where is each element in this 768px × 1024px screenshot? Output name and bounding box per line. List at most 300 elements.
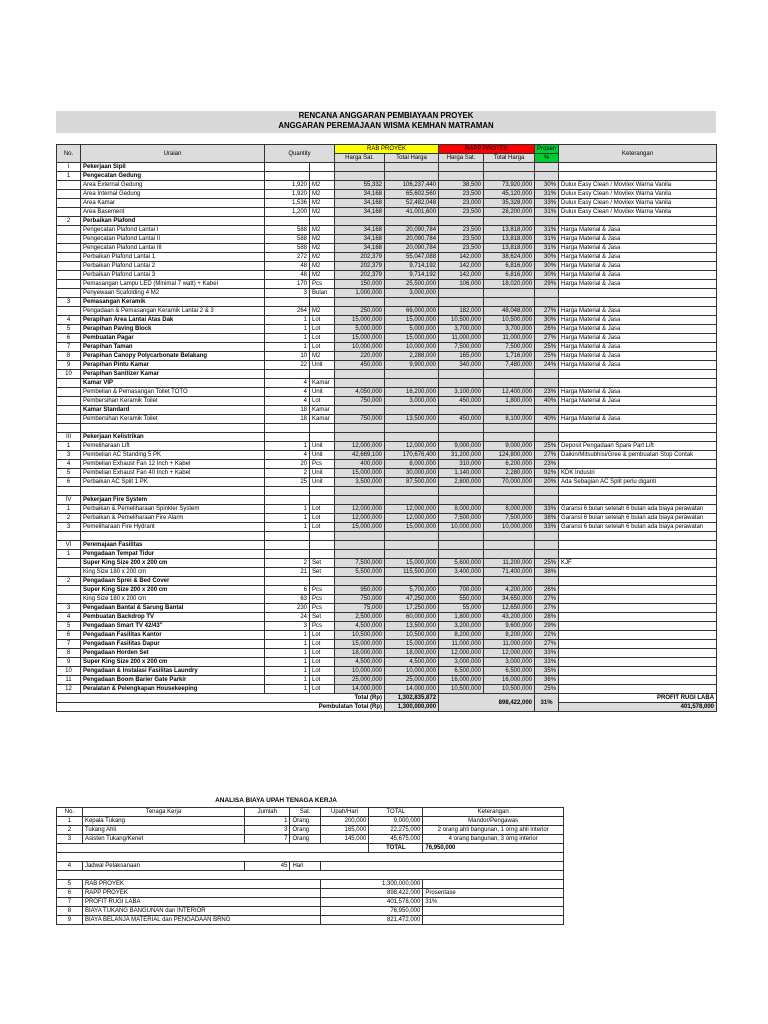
analisa-cell-5: 22,275,000 bbox=[369, 826, 423, 835]
row-qty: 1 bbox=[265, 442, 310, 451]
row-unit: Pcs bbox=[310, 280, 335, 289]
row-unit: Unit bbox=[310, 469, 335, 478]
summary-row bbox=[57, 898, 564, 907]
row-rapp-harga-sat bbox=[439, 163, 484, 172]
budget-row bbox=[57, 415, 717, 424]
row-unit: Lot bbox=[310, 649, 335, 658]
row-rapp-harga-sat bbox=[439, 550, 484, 559]
row-rab-total bbox=[385, 217, 439, 226]
row-rab-total: 14,000,000 bbox=[385, 685, 439, 694]
row-rab-harga-sat: 4,500,000 bbox=[335, 658, 385, 667]
row-uraian: Perapihan Sanitizer Kamar bbox=[81, 370, 265, 379]
rapp-total: 898,422,000 bbox=[439, 694, 535, 712]
row-prosen: 31% bbox=[535, 190, 559, 199]
row-prosen: 27% bbox=[535, 307, 559, 316]
row-no: 4 bbox=[57, 613, 81, 622]
row-keterangan: Garansi 6 bulan setelah 6 bulan ada biaya perawatan bbox=[559, 514, 717, 523]
row-qty: 3 bbox=[265, 622, 310, 631]
row-prosen: 31% bbox=[535, 208, 559, 217]
header-rapp-total-harga: Total Harga bbox=[484, 154, 535, 163]
row-unit bbox=[310, 424, 335, 433]
summary-label: PROFIT RUGI LABA bbox=[82, 898, 320, 907]
row-keterangan: Harga Material & Jasa bbox=[559, 226, 717, 235]
row-uraian: Perapihan Pintu Kamar bbox=[81, 361, 265, 370]
row-rab-total bbox=[385, 550, 439, 559]
row-rab-harga-sat bbox=[335, 163, 385, 172]
row-no bbox=[57, 226, 81, 235]
row-rab-harga-sat: 34,168 bbox=[335, 190, 385, 199]
row-unit: Lot bbox=[310, 631, 335, 640]
row-qty: 4 bbox=[265, 388, 310, 397]
row-keterangan: Harga Material & Jasa bbox=[559, 388, 717, 397]
row-no: 3 bbox=[57, 523, 81, 532]
budget-row bbox=[57, 577, 717, 586]
budget-row bbox=[57, 388, 717, 397]
row-rab-total: 16,200,000 bbox=[385, 388, 439, 397]
row-rapp-total bbox=[484, 496, 535, 505]
profit-value: 401,578,000 bbox=[559, 703, 717, 712]
row-rapp-harga-sat bbox=[439, 496, 484, 505]
budget-row bbox=[57, 379, 717, 388]
row-rab-total bbox=[385, 370, 439, 379]
row-uraian: Area Kamar bbox=[81, 199, 265, 208]
row-no: 1 bbox=[57, 442, 81, 451]
row-uraian: Pengecatan Plafond Lantai III bbox=[81, 244, 265, 253]
budget-row bbox=[57, 262, 717, 271]
row-rab-harga-sat bbox=[335, 496, 385, 505]
row-unit: M2 bbox=[310, 244, 335, 253]
row-prosen: 40% bbox=[535, 415, 559, 424]
row-qty: 1 bbox=[265, 676, 310, 685]
budget-row bbox=[57, 640, 717, 649]
row-keterangan: Harga Material & Jasa bbox=[559, 415, 717, 424]
total-label: Total (Rp) bbox=[57, 694, 385, 703]
row-unit: Lot bbox=[310, 523, 335, 532]
row-rab-harga-sat bbox=[335, 550, 385, 559]
row-unit: Lot bbox=[310, 325, 335, 334]
header-row-1 bbox=[57, 145, 717, 154]
row-uraian: Pembuatan Pagar bbox=[81, 334, 265, 343]
budget-row bbox=[57, 478, 717, 487]
summary-label: BIAYA BELANJA MATERIAL dan PENGADAAN BRNG bbox=[82, 916, 320, 925]
row-no bbox=[57, 487, 81, 496]
row-uraian: Perbaikan & Pemeliharaan Spinkler System bbox=[81, 505, 265, 514]
row-no bbox=[57, 379, 81, 388]
row-qty bbox=[265, 424, 310, 433]
row-rab-total: 60,000,000 bbox=[385, 613, 439, 622]
row-qty: 2 bbox=[265, 559, 310, 568]
row-prosen bbox=[535, 298, 559, 307]
row-qty: 20 bbox=[265, 460, 310, 469]
row-prosen: 33% bbox=[535, 649, 559, 658]
row-keterangan bbox=[559, 532, 717, 541]
row-unit bbox=[310, 532, 335, 541]
row-uraian: Pekerjaan Kelistrikan bbox=[81, 433, 265, 442]
row-prosen: 33% bbox=[535, 505, 559, 514]
row-no: 5 bbox=[57, 469, 81, 478]
row-no: III bbox=[57, 433, 81, 442]
row-rab-harga-sat: 10,000,000 bbox=[335, 667, 385, 676]
row-qty: 264 bbox=[265, 307, 310, 316]
row-uraian: Perbaikan Plafond bbox=[81, 217, 265, 226]
row-rapp-harga-sat bbox=[439, 379, 484, 388]
row-prosen: 23% bbox=[535, 388, 559, 397]
row-prosen bbox=[535, 172, 559, 181]
row-uraian: Peralatan & Pelengkapan Housekeeping bbox=[81, 685, 265, 694]
row-rab-harga-sat: 34,168 bbox=[335, 208, 385, 217]
row-rab-total: 5,700,000 bbox=[385, 586, 439, 595]
row-qty bbox=[265, 163, 310, 172]
header-rapp-harga-sat: Harga Sat. bbox=[439, 154, 484, 163]
row-rapp-total bbox=[484, 172, 535, 181]
budget-row bbox=[57, 658, 717, 667]
row-rapp-total bbox=[484, 217, 535, 226]
summary-no: 7 bbox=[57, 898, 83, 907]
row-rapp-harga-sat: 23,500 bbox=[439, 226, 484, 235]
analisa-cell-2: 7 bbox=[245, 835, 290, 844]
row-unit: Lot bbox=[310, 334, 335, 343]
row-rab-total bbox=[385, 496, 439, 505]
row-rapp-harga-sat bbox=[439, 172, 484, 181]
row-no bbox=[57, 532, 81, 541]
row-rab-total: 2,288,000 bbox=[385, 352, 439, 361]
row-keterangan bbox=[559, 649, 717, 658]
budget-row bbox=[57, 406, 717, 415]
row-keterangan: Dulux Easy Clean / Movilex Warna Vanila bbox=[559, 181, 717, 190]
row-keterangan bbox=[559, 622, 717, 631]
row-rab-total: 20,090,784 bbox=[385, 235, 439, 244]
row-unit: Set bbox=[310, 568, 335, 577]
row-unit: Pcs bbox=[310, 595, 335, 604]
row-no bbox=[57, 280, 81, 289]
row-rapp-harga-sat: 31,200,000 bbox=[439, 451, 484, 460]
row-keterangan bbox=[559, 613, 717, 622]
budget-row bbox=[57, 487, 717, 496]
header-rab-harga-sat: Harga Sat. bbox=[335, 154, 385, 163]
row-qty: 588 bbox=[265, 244, 310, 253]
budget-row bbox=[57, 271, 717, 280]
row-rab-harga-sat: 4,500,000 bbox=[335, 622, 385, 631]
row-uraian: Perbaikan AC Split 1 PK bbox=[81, 478, 265, 487]
row-unit: Pcs bbox=[310, 622, 335, 631]
row-rab-harga-sat bbox=[335, 541, 385, 550]
row-rab-harga-sat: 15,000,000 bbox=[335, 640, 385, 649]
row-rab-total bbox=[385, 487, 439, 496]
row-keterangan: Harga Material & Jasa bbox=[559, 244, 717, 253]
row-rapp-total: 10,500,000 bbox=[484, 685, 535, 694]
budget-row bbox=[57, 613, 717, 622]
labor-analysis-table bbox=[56, 798, 564, 925]
row-uraian: Super King Size 200 x 200 cm bbox=[81, 559, 265, 568]
row-qty: 18 bbox=[265, 406, 310, 415]
row-prosen bbox=[535, 532, 559, 541]
row-rapp-total: 13,818,000 bbox=[484, 235, 535, 244]
budget-row bbox=[57, 163, 717, 172]
row-rab-harga-sat: 10,000,000 bbox=[335, 343, 385, 352]
row-keterangan bbox=[559, 676, 717, 685]
row-prosen: 26% bbox=[535, 586, 559, 595]
pembulatan-row bbox=[57, 703, 717, 712]
header-keterangan: Keterangan bbox=[559, 145, 717, 163]
summary-value: 76,950,000 bbox=[320, 907, 423, 916]
row-uraian: Pengadaan Horden Set bbox=[81, 649, 265, 658]
row-uraian: Pengecatan Plafond Lantai I bbox=[81, 226, 265, 235]
analisa-cell-0: 1 bbox=[57, 817, 83, 826]
row-rapp-harga-sat: 3,400,000 bbox=[439, 568, 484, 577]
analisa-header-row bbox=[57, 808, 564, 817]
row-qty: 1 bbox=[265, 325, 310, 334]
row-qty: 1 bbox=[265, 523, 310, 532]
row-uraian: Perapihan Paving Block bbox=[81, 325, 265, 334]
row-rapp-total: 6,816,000 bbox=[484, 271, 535, 280]
row-keterangan: Garansi 6 bulan setelah 6 bulan ada biaya perawatan bbox=[559, 505, 717, 514]
row-uraian: Perbaikan Plafond Lantai 1 bbox=[81, 253, 265, 262]
row-keterangan bbox=[559, 370, 717, 379]
row-keterangan bbox=[559, 172, 717, 181]
row-rapp-harga-sat: 38,500 bbox=[439, 181, 484, 190]
row-unit: M2 bbox=[310, 235, 335, 244]
row-prosen: 30% bbox=[535, 262, 559, 271]
summary-note: 31% bbox=[423, 898, 564, 907]
analisa-header-3: Sat. bbox=[290, 808, 320, 817]
row-uraian: Pengadaan Smart TV 42/43" bbox=[81, 622, 265, 631]
summary-no: 5 bbox=[57, 880, 83, 889]
summary-note bbox=[423, 880, 564, 889]
row-rab-harga-sat: 12,000,000 bbox=[335, 442, 385, 451]
summary-note bbox=[423, 907, 564, 916]
row-keterangan bbox=[559, 487, 717, 496]
row-qty: 25 bbox=[265, 478, 310, 487]
budget-row bbox=[57, 208, 717, 217]
row-rapp-total: 124,800,000 bbox=[484, 451, 535, 460]
row-keterangan: KJF bbox=[559, 559, 717, 568]
row-rab-harga-sat: 12,000,000 bbox=[335, 514, 385, 523]
row-uraian: Pemasangan Lampu LED (Minimal 7 watt) + Kabel bbox=[81, 280, 265, 289]
prosen-total: 31% bbox=[535, 694, 559, 712]
budget-row bbox=[57, 361, 717, 370]
row-uraian: Pembersihan Keramik Toilet bbox=[81, 415, 265, 424]
row-rab-total: 47,250,000 bbox=[385, 595, 439, 604]
row-qty bbox=[265, 550, 310, 559]
row-no bbox=[57, 190, 81, 199]
row-no bbox=[57, 406, 81, 415]
row-qty: 1,920 bbox=[265, 181, 310, 190]
analisa-cell-3: Orang bbox=[290, 817, 320, 826]
row-qty bbox=[265, 433, 310, 442]
row-prosen: 27% bbox=[535, 334, 559, 343]
row-rapp-harga-sat: 142,000 bbox=[439, 253, 484, 262]
row-keterangan: Harga Material & Jasa bbox=[559, 334, 717, 343]
row-rapp-harga-sat: 23,500 bbox=[439, 244, 484, 253]
row-qty: 230 bbox=[265, 604, 310, 613]
row-rapp-harga-sat: 8,000,000 bbox=[439, 505, 484, 514]
row-rab-total: 15,000,000 bbox=[385, 334, 439, 343]
row-rapp-total: 6,200,000 bbox=[484, 460, 535, 469]
row-rapp-total: 4,200,000 bbox=[484, 586, 535, 595]
row-rapp-total: 18,020,000 bbox=[484, 280, 535, 289]
row-rapp-total: 10,000,000 bbox=[484, 523, 535, 532]
analisa-header-4: Upah/Hari bbox=[320, 808, 369, 817]
analisa-cell-2: 3 bbox=[245, 826, 290, 835]
row-rapp-harga-sat: 11,000,000 bbox=[439, 334, 484, 343]
row-uraian: Pengadaan Bantal & Sarung Bantal bbox=[81, 604, 265, 613]
row-unit bbox=[310, 496, 335, 505]
analisa-header-1: Tenaga Kerja bbox=[82, 808, 244, 817]
row-uraian: Kamar VIP bbox=[81, 379, 265, 388]
row-unit bbox=[310, 487, 335, 496]
analisa-row bbox=[57, 826, 564, 835]
row-rapp-harga-sat bbox=[439, 424, 484, 433]
budget-row bbox=[57, 514, 717, 523]
row-keterangan bbox=[559, 496, 717, 505]
row-rab-harga-sat bbox=[335, 487, 385, 496]
row-rab-harga-sat: 12,000,000 bbox=[335, 505, 385, 514]
row-qty: 1 bbox=[265, 658, 310, 667]
row-rapp-total bbox=[484, 298, 535, 307]
row-unit: Lot bbox=[310, 667, 335, 676]
row-unit bbox=[310, 172, 335, 181]
budget-row bbox=[57, 244, 717, 253]
row-prosen: 25% bbox=[535, 442, 559, 451]
row-uraian bbox=[81, 532, 265, 541]
document-title: RENCANA ANGGARAN PEMBIAYAAN PROYEK bbox=[298, 111, 474, 120]
row-no: 6 bbox=[57, 631, 81, 640]
row-prosen bbox=[535, 406, 559, 415]
row-qty: 1 bbox=[265, 667, 310, 676]
row-rab-harga-sat bbox=[335, 424, 385, 433]
summary-no: 9 bbox=[57, 916, 83, 925]
row-no: 7 bbox=[57, 640, 81, 649]
row-rab-total bbox=[385, 172, 439, 181]
row-rapp-total: 8,100,000 bbox=[484, 415, 535, 424]
row-prosen bbox=[535, 289, 559, 298]
summary-row bbox=[57, 889, 564, 898]
analisa-cell-0: 2 bbox=[57, 826, 83, 835]
row-no bbox=[57, 559, 81, 568]
row-rapp-harga-sat: 142,000 bbox=[439, 271, 484, 280]
budget-row bbox=[57, 199, 717, 208]
row-unit: Lot bbox=[310, 658, 335, 667]
row-qty: 18 bbox=[265, 415, 310, 424]
row-qty: 6 bbox=[265, 586, 310, 595]
row-unit: Unit bbox=[310, 442, 335, 451]
row-keterangan: Harga Material & Jasa bbox=[559, 235, 717, 244]
summary-value: 898,422,000 bbox=[320, 889, 423, 898]
row-no bbox=[57, 181, 81, 190]
budget-row bbox=[57, 172, 717, 181]
summary-label: RAPP PROYEK bbox=[82, 889, 320, 898]
budget-row bbox=[57, 217, 717, 226]
summary-no: 8 bbox=[57, 907, 83, 916]
row-qty bbox=[265, 487, 310, 496]
row-unit: M2 bbox=[310, 199, 335, 208]
row-rab-harga-sat: 7,500,000 bbox=[335, 559, 385, 568]
row-no bbox=[57, 595, 81, 604]
row-prosen: 31% bbox=[535, 244, 559, 253]
row-rab-total: 8,000,000 bbox=[385, 460, 439, 469]
row-uraian: Area Internal Gedung bbox=[81, 190, 265, 199]
row-prosen: 29% bbox=[535, 280, 559, 289]
row-prosen: 28% bbox=[535, 613, 559, 622]
summary-row bbox=[57, 916, 564, 925]
row-no bbox=[57, 199, 81, 208]
row-unit bbox=[310, 577, 335, 586]
row-rab-harga-sat: 1,000,000 bbox=[335, 289, 385, 298]
row-unit: Pcs bbox=[310, 604, 335, 613]
row-rapp-harga-sat bbox=[439, 289, 484, 298]
row-prosen: 30% bbox=[535, 253, 559, 262]
budget-row bbox=[57, 298, 717, 307]
row-rab-total bbox=[385, 577, 439, 586]
row-unit: Unit bbox=[310, 478, 335, 487]
row-rapp-total bbox=[484, 433, 535, 442]
row-prosen: 20% bbox=[535, 478, 559, 487]
analisa-header-2: Jumlah bbox=[245, 808, 290, 817]
row-rapp-total: 6,816,000 bbox=[484, 262, 535, 271]
row-rapp-harga-sat: 106,000 bbox=[439, 280, 484, 289]
row-keterangan: Dulux Easy Clean / Movilex Warna Vanila bbox=[559, 199, 717, 208]
row-keterangan bbox=[559, 541, 717, 550]
row-no: 3 bbox=[57, 298, 81, 307]
row-keterangan bbox=[559, 217, 717, 226]
row-rab-total: 20,090,784 bbox=[385, 226, 439, 235]
row-unit: Kamar bbox=[310, 415, 335, 424]
analisa-cell-5: 45,675,000 bbox=[369, 835, 423, 844]
analisa-blank bbox=[57, 853, 564, 862]
row-uraian: Perbaikan Plafond Lantai 3 bbox=[81, 271, 265, 280]
row-rapp-harga-sat: 3,200,000 bbox=[439, 622, 484, 631]
header-no: No. bbox=[57, 145, 81, 163]
row-no: 9 bbox=[57, 658, 81, 667]
row-prosen: 29% bbox=[535, 622, 559, 631]
row-rapp-total: 34,650,000 bbox=[484, 595, 535, 604]
row-keterangan bbox=[559, 595, 717, 604]
budget-row bbox=[57, 370, 717, 379]
analisa-cell-6: Mandor/Pengawas bbox=[423, 817, 564, 826]
row-uraian: Pembersihan Keramik Toilet bbox=[81, 397, 265, 406]
budget-row bbox=[57, 460, 717, 469]
row-qty: 1 bbox=[265, 640, 310, 649]
row-rapp-harga-sat: 182,000 bbox=[439, 307, 484, 316]
row-prosen: 38% bbox=[535, 514, 559, 523]
row-rapp-harga-sat: 7,500,000 bbox=[439, 514, 484, 523]
row-unit: Set bbox=[310, 559, 335, 568]
row-rab-total: 15,000,000 bbox=[385, 523, 439, 532]
row-rab-total: 106,237,440 bbox=[385, 181, 439, 190]
row-qty bbox=[265, 172, 310, 181]
row-rapp-harga-sat bbox=[439, 541, 484, 550]
row-no: 7 bbox=[57, 343, 81, 352]
row-qty: 588 bbox=[265, 235, 310, 244]
row-rapp-harga-sat: 700,000 bbox=[439, 586, 484, 595]
analisa-cell-4: 145,000 bbox=[320, 835, 369, 844]
row-prosen: 27% bbox=[535, 640, 559, 649]
budget-row bbox=[57, 523, 717, 532]
row-qty: 4 bbox=[265, 451, 310, 460]
row-prosen bbox=[535, 424, 559, 433]
row-uraian: Pekerjaan Fire System bbox=[81, 496, 265, 505]
row-rapp-total: 7,500,000 bbox=[484, 514, 535, 523]
row-keterangan: Harga Material & Jasa bbox=[559, 262, 717, 271]
row-rab-harga-sat bbox=[335, 406, 385, 415]
row-rapp-harga-sat: 165,000 bbox=[439, 352, 484, 361]
row-rab-total bbox=[385, 298, 439, 307]
row-rab-total: 115,500,000 bbox=[385, 568, 439, 577]
row-rapp-total: 43,200,000 bbox=[484, 613, 535, 622]
row-rab-harga-sat: 15,000,000 bbox=[335, 469, 385, 478]
row-uraian: Pemeliharaan Lift bbox=[81, 442, 265, 451]
budget-row bbox=[57, 442, 717, 451]
